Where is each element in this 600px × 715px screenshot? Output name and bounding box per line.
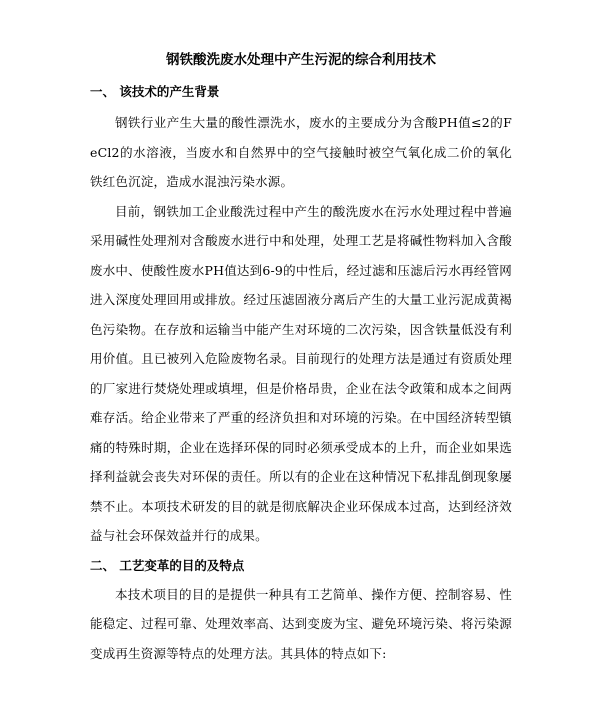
paragraph-background-intro: 钢铁行业产生大量的酸性漂洗水，废水的主要成分为含酸PH值≤2的FeCl2的水溶液，当废水和自然界中的空气接触时被空气氧化成二价的氧化铁红色沉淀，造成水混浊污染水源。 xyxy=(90,115,512,189)
section-heading-background: 一、 该技术的产生背景 xyxy=(90,84,220,99)
section-heading-purpose: 二、 工艺变革的目的及特点 xyxy=(90,557,245,573)
paragraph-background-current-practice: 目前，钢铁加工企业酸洗过程中产生的酸洗废水在污水处理过程中普遍采用碱性处理剂对含酸废水进行中和处理，处理工艺是将碱性物料加入含酸废水中、使酸性废水PH值达到6-9的中性后，经过滤和压滤后污水再经管网进入深度处理回用或排放。经过压滤固液分离后产生的大量工业污泥成黄褐色污染物。在存放和运输当中能产生对环境的二次污染，因含铁量低没有利用价值。且已被列入危险废物名录。目前现行的处理方法是通过有资质处理的厂家进行焚烧处理或填埋，但是价格昂贵，企业在法令政策和成本之间两难存活。给企业带来了严重的经济负担和对环境的污染。在中国经济转型镇痛的特殊时期，企业在选择环保的同时必须承受成本的上升，而企业如果选择利益就会丧失对环保的责任。所以有的企业在这种情况下私排乱倒现象屡禁不止。本项技术研发的目的就是彻底解决企业环保成本过高，达到经济效益与社会环保效益并行的成果。 xyxy=(90,203,512,543)
document-title: 钢铁酸洗废水处理中产生污泥的综合利用技术 xyxy=(166,52,436,68)
paragraph-purpose: 本技术项目的目的是提供一种具有工艺简单、操作方便、控制容易、性能稳定、过程可靠、处理效率高、达到变废为宝、避免环境污染、将污染源变成再生资源等特点的处理方法。其具体的特点如下: xyxy=(90,586,512,661)
